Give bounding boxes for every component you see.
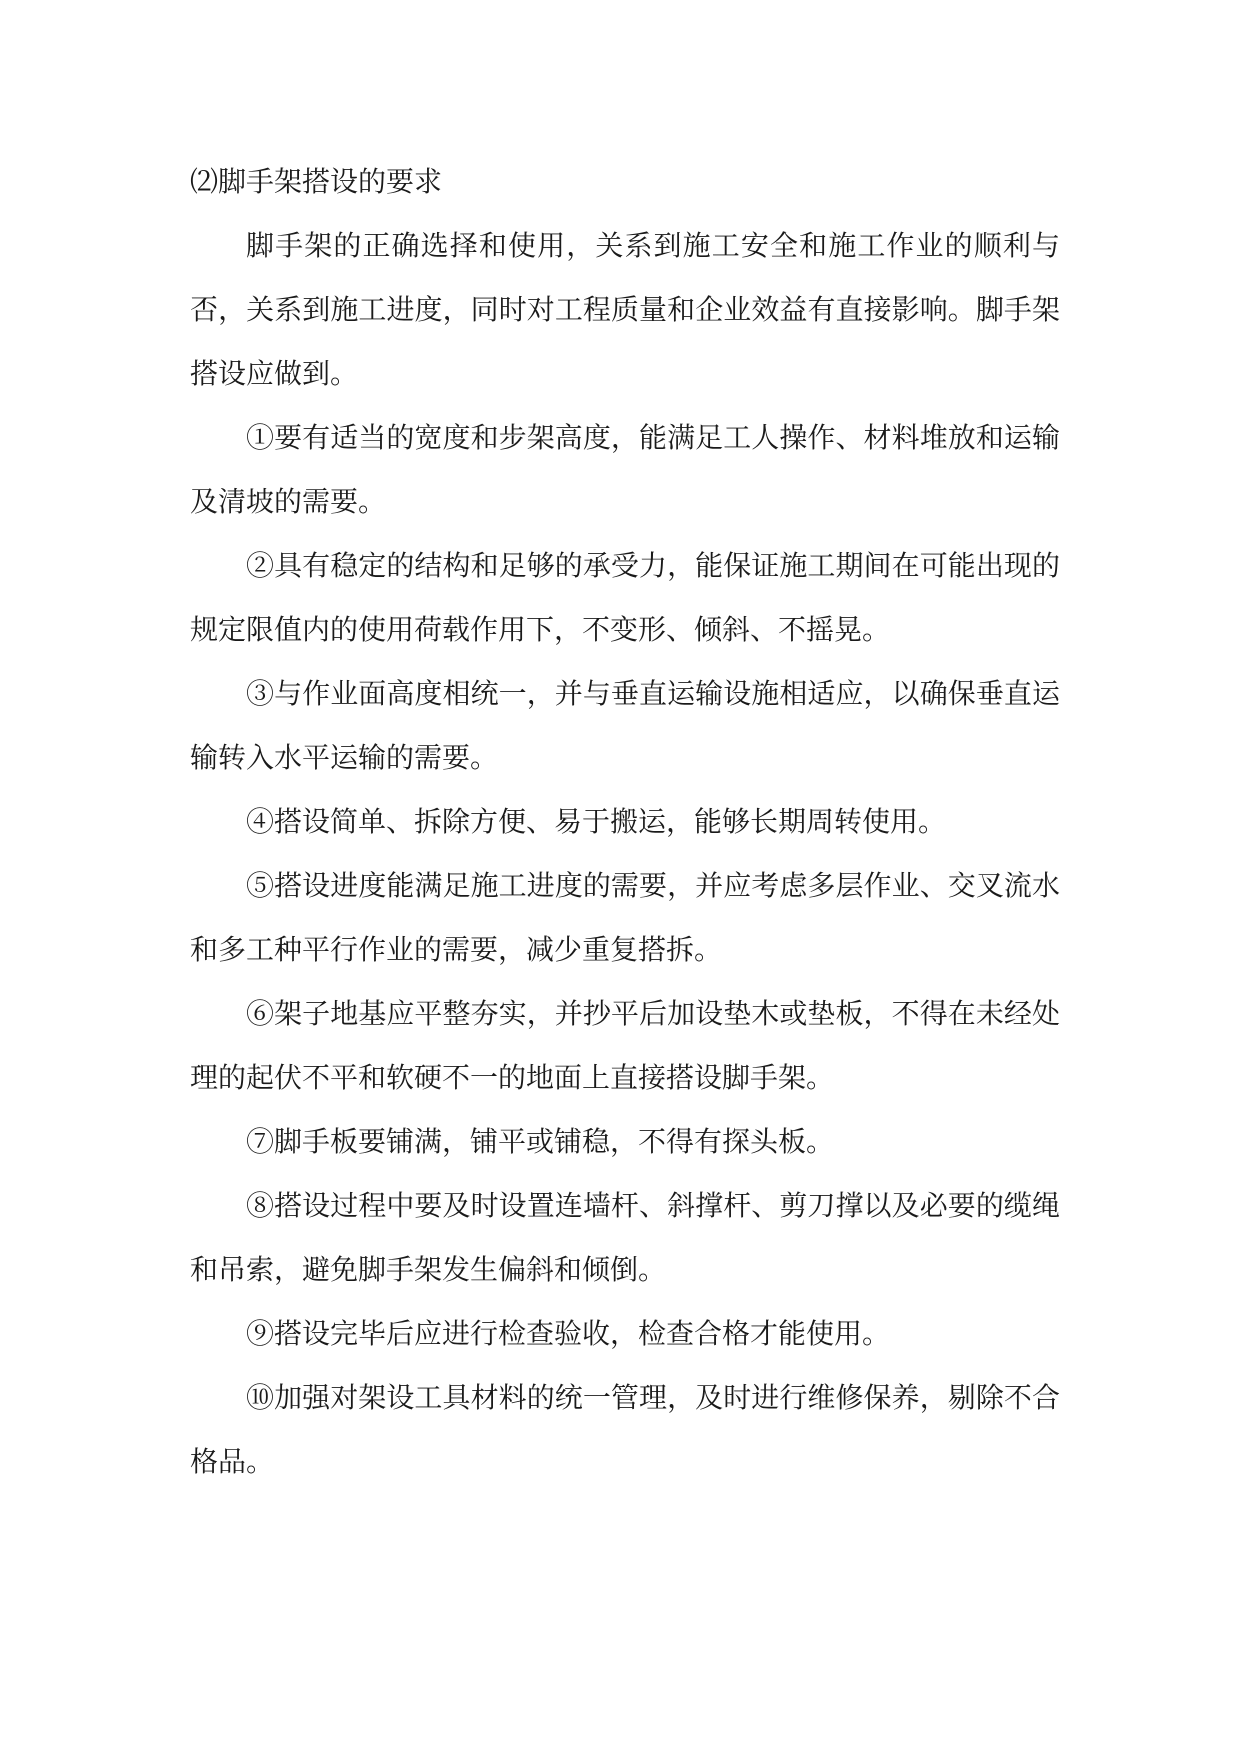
- requirement-3: ③与作业面高度相统一，并与垂直运输设施相适应，以确保垂直运输转入水平运输的需要。: [190, 677, 1060, 774]
- section-heading: ⑵脚手架搭设的要求: [190, 165, 443, 198]
- intro-paragraph: 脚手架的正确选择和使用，关系到施工安全和施工作业的顺利与否，关系到施工进度，同时对工程质量和企业效益有直接影响。脚手架搭设应做到。: [190, 229, 1060, 390]
- requirement-2: ②具有稳定的结构和足够的承受力，能保证施工期间在可能出现的规定限值内的使用荷载作用下，不变形、倾斜、不摇晃。: [190, 549, 1060, 646]
- requirement-10: ⑩加强对架设工具材料的统一管理，及时进行维修保养，剔除不合格品。: [190, 1381, 1060, 1478]
- requirement-7: ⑦脚手板要铺满，铺平或铺稳，不得有探头板。: [246, 1125, 835, 1158]
- requirement-1: ①要有适当的宽度和步架高度，能满足工人操作、材料堆放和运输及清坡的需要。: [190, 421, 1060, 518]
- requirement-9: ⑨搭设完毕后应进行检查验收，检查合格才能使用。: [246, 1317, 891, 1350]
- requirement-5: ⑤搭设进度能满足施工进度的需要，并应考虑多层作业、交叉流水和多工种平行作业的需要，减少重复搭拆。: [190, 869, 1060, 966]
- requirement-8: ⑧搭设过程中要及时设置连墙杆、斜撑杆、剪刀撑以及必要的缆绳和吊索，避免脚手架发生偏斜和倾倒。: [190, 1189, 1060, 1286]
- requirement-6: ⑥架子地基应平整夯实，并抄平后加设垫木或垫板，不得在未经处理的起伏不平和软硬不一的地面上直接搭设脚手架。: [190, 997, 1060, 1094]
- document-page: [190, 150, 1060, 1494]
- requirement-4: ④搭设简单、拆除方便、易于搬运，能够长期周转使用。: [246, 805, 947, 838]
